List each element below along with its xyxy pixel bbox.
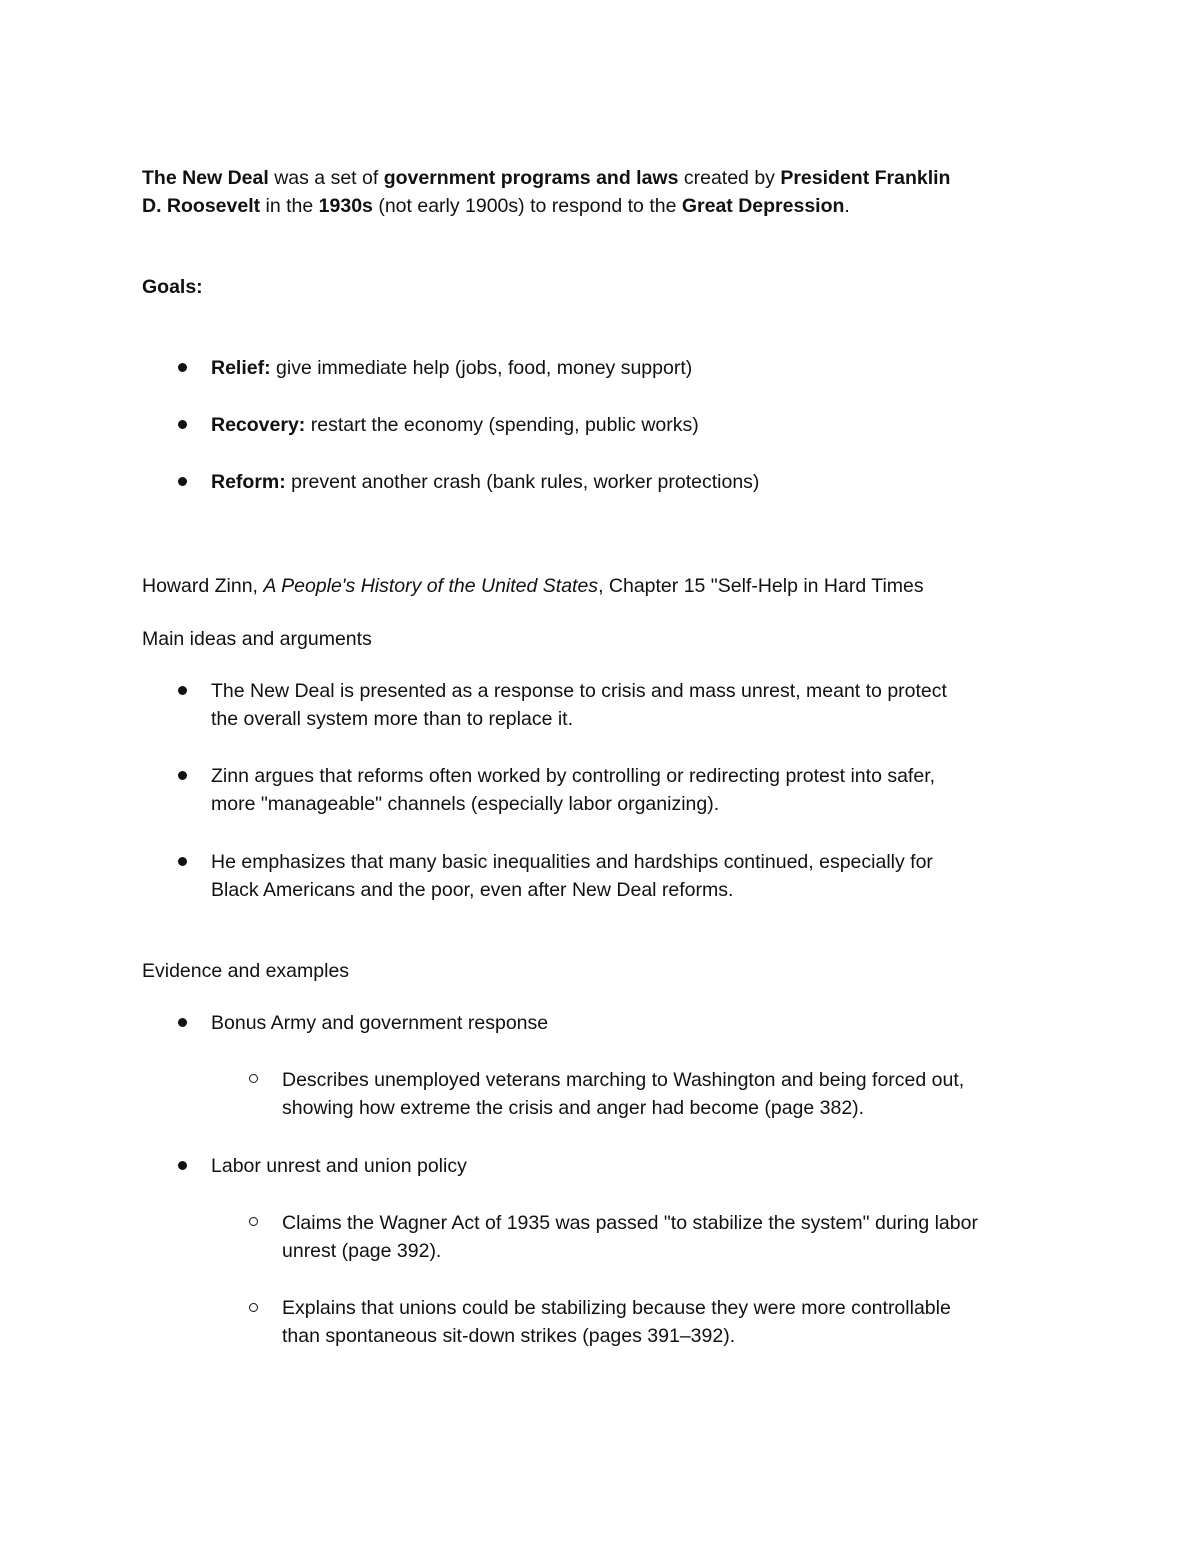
intro-text: created by [678,167,781,189]
main-idea-item: The New Deal is presented as a response to crisis and mass unrest, meant to protect the overall system more than to replace it. [211,680,947,730]
evidence-item: Labor unrest and union policy [211,1155,467,1177]
bullet-icon [178,477,187,486]
sub-bullet-icon [249,1074,258,1083]
book-title: A People's History of the United States [263,575,599,597]
evidence-item: Bonus Army and government response [211,1012,549,1034]
goal-reform: Reform: prevent another crash (bank rules, worker protections) [211,471,760,493]
intro-term-president: President Franklin [780,167,951,189]
main-idea-item: He emphasizes that many basic inequalities and hardships continued, especially for Black Americans and the poor, even after New Deal reforms. [211,851,933,901]
evidence-sub-item: Explains that unions could be stabilizing because they were more controllable than spontaneous sit-down strikes (pages 391–392). [282,1297,951,1347]
intro-text: in the [260,195,319,217]
bullet-icon [178,1018,187,1027]
bullet-icon [178,771,187,780]
intro-text: was a set of [268,167,384,189]
evidence-sub-item: Describes unemployed veterans marching to Washington and being forced out, showing how extreme the crisis and anger had become (page 382). [282,1069,965,1119]
main-ideas-heading: Main ideas and arguments [142,628,372,650]
goals-heading: Goals: [142,276,203,298]
intro-term-new-deal: The New Deal [142,167,269,189]
goal-relief: Relief: give immediate help (jobs, food, money support) [211,357,693,379]
bullet-icon [178,1161,187,1170]
main-idea-item: Zinn argues that reforms often worked by controlling or redirecting protest into safer, more "manageable" channels (especially labor organizing). [211,765,936,815]
intro-text: (not early 1900s) to respond to the [372,195,682,217]
goal-recovery: Recovery: restart the economy (spending, public works) [211,414,699,436]
intro-term-roosevelt: D. Roosevelt [142,195,261,217]
intro-term-depression: Great Depression [681,195,845,217]
sub-bullet-icon [249,1217,258,1226]
bullet-icon [178,420,187,429]
source-citation: Howard Zinn, A People's History of the United States, Chapter 15 "Self-Help in Hard Times [142,575,924,597]
intro-term-programs: government programs and laws [383,167,679,189]
intro-paragraph [142,164,1062,220]
bullet-icon [178,686,187,695]
intro-term-1930s: 1930s [318,195,373,217]
evidence-heading: Evidence and examples [142,960,350,982]
bullet-icon [178,363,187,372]
evidence-sub-item: Claims the Wagner Act of 1935 was passed "to stabilize the system" during labor unrest (page 392). [282,1212,978,1262]
intro-text: . [844,195,850,217]
bullet-icon [178,857,187,866]
sub-bullet-icon [249,1303,258,1312]
